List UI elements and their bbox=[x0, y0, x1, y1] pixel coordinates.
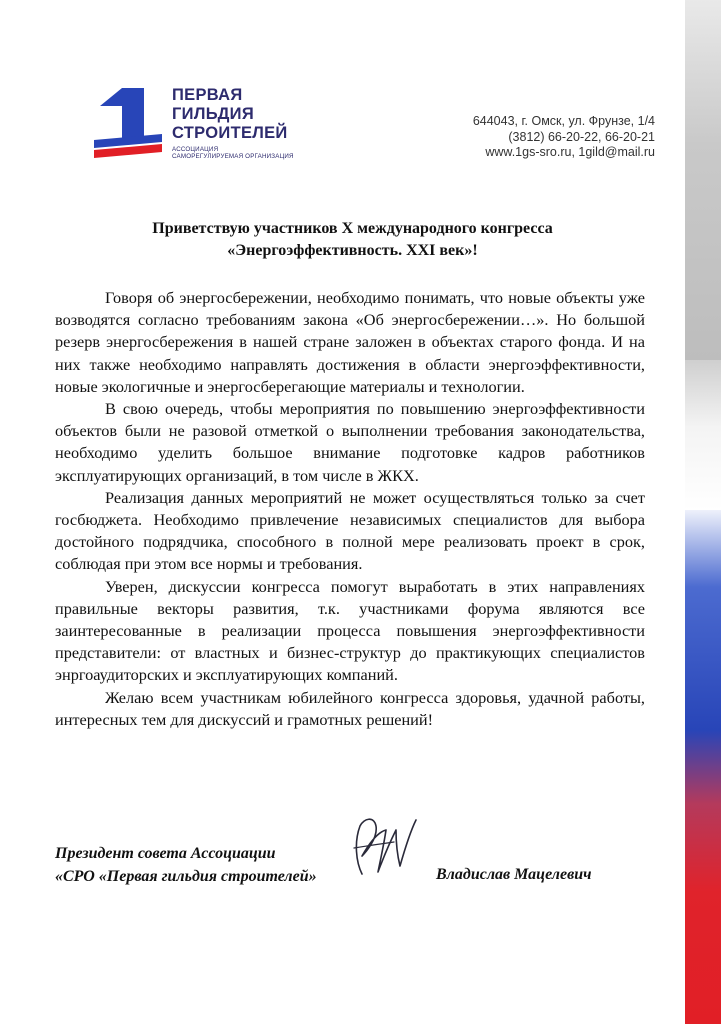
contact-phones: (3812) 66-20-22, 66-20-21 bbox=[508, 129, 655, 144]
stripe-grey bbox=[685, 0, 721, 360]
letter-title bbox=[60, 218, 645, 262]
paragraph-2: В свою очередь, чтобы мероприятия по повышению энергоэффективности объектов были не разовой отметкой о выполнении требования законодательства, необходимо уделить большое внимание подготовке кадров работников эксплуатирующих организаций, в том числе в ЖКХ. bbox=[55, 399, 645, 485]
signatory-position bbox=[55, 842, 317, 888]
title-line-1: Приветствую участников Х международного конгресса bbox=[152, 220, 553, 237]
stripe-red bbox=[685, 730, 721, 1024]
stripe-blue bbox=[685, 510, 721, 730]
paragraph-1: Говоря об энергосбережении, необходимо понимать, что новые объекты уже возводятся согласно требованиям закона «Об энергосбережении…». Но большой резерв энергосбережения в нашей стране заложен в объектах старого фонда. И на них также необходимо направлять достижения в области энергоэффективности, новые экологичные и энергосберегающие материалы и технологии. bbox=[55, 288, 645, 396]
position-line-2: «СРО «Первая гильдия строителей» bbox=[55, 868, 317, 885]
paragraph-3: Реализация данных мероприятий не может осуществляться только за счет госбюджета. Необходимо привлечение независимых специалистов для выбора достойного подрядчика, способного в полной мере реализовать проект в срок, соблюдая при этом все нормы и требования. bbox=[55, 487, 645, 574]
logo-line-1: ПЕРВАЯ bbox=[172, 86, 243, 104]
title-line-2: «Энергоэффективность. ХХI век»! bbox=[227, 242, 478, 259]
position-line-1: Президент совета Ассоциации bbox=[55, 845, 276, 862]
contact-web-email: www.1gs-sro.ru, 1gild@mail.ru bbox=[485, 145, 655, 159]
signatory-name: Владислав Мацелевич bbox=[436, 866, 592, 883]
paragraph-5: Желаю всем участникам юбилейного конгресса здоровья, удачной работы, интересных тем для дискуссий и грамотных решений! bbox=[55, 687, 645, 729]
logo-numeral-one-icon bbox=[92, 86, 162, 158]
decorative-color-stripe bbox=[685, 0, 721, 1024]
logo-sub-1: АССОЦИАЦИЯ bbox=[172, 146, 219, 153]
handwritten-signature-icon bbox=[344, 812, 434, 892]
logo-sub-2: САМОРЕГУЛИРУЕМАЯ ОРГАНИЗАЦИЯ bbox=[172, 153, 294, 160]
letter-body bbox=[55, 287, 645, 731]
contact-address: 644043, г. Омск, ул. Фрунзе, 1/4 bbox=[472, 114, 655, 128]
organization-logo bbox=[92, 86, 332, 161]
logo-line-2: ГИЛЬДИЯ bbox=[172, 105, 255, 123]
stripe-white bbox=[685, 360, 721, 510]
logo-line-3: СТРОИТЕЛЕЙ bbox=[172, 124, 288, 142]
paragraph-4: Уверен, дискуссии конгресса помогут выработать в этих направлениях правильные векторы развития, т.к. участниками форума являются все заинтересованные в реализации процесса повышения энергоэффективности представители: от властных и бизнес-структур до практикующих специалистов энргоаудиторских и эксплуатирующих компаний. bbox=[55, 576, 645, 685]
contact-block bbox=[473, 114, 655, 161]
